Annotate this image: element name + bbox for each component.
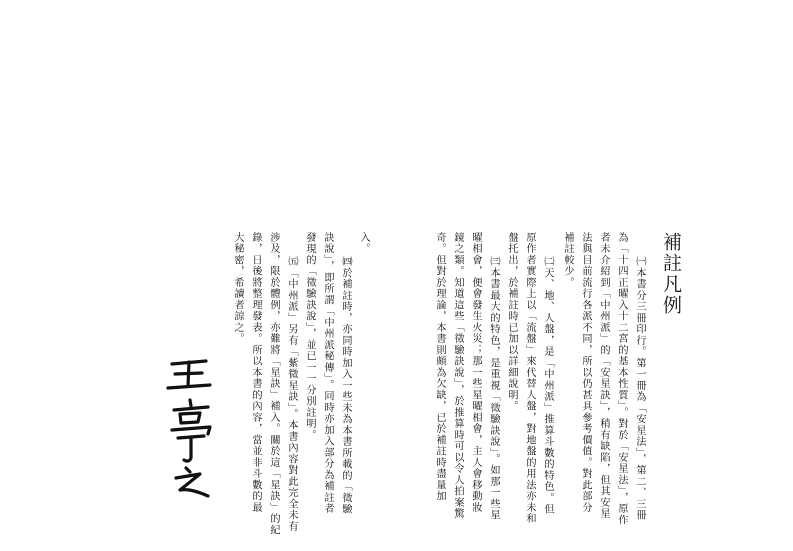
text-column: 曜相會，便會發生火災；那一些星曜相會，主人會移動妝 xyxy=(470,232,481,514)
text-column: ㈠本書分三冊印行。第一冊為「安星法」，第二、三冊 xyxy=(634,232,645,521)
text-column: 涉及，限於體例，亦難將「星訣」補入。關於這「星訣」的紀 xyxy=(268,232,279,536)
text-column: 盤托出，於補註時已加以詳細說明。 xyxy=(506,232,517,412)
text-column: 入。 xyxy=(358,232,369,255)
text-column: 補註較少。 xyxy=(562,232,573,289)
text-column: 法與目前流行各派不同，所以仍甚具參考價值。對此部分 xyxy=(580,232,591,514)
handwritten-signature xyxy=(160,350,220,500)
text-column: 大秘密，希讀者諒之。 xyxy=(232,232,243,345)
text-column: 為「十四正曜入十二宮的基本性質」。對於「安星法」，原作 xyxy=(616,232,627,526)
text-column: 訣說」，即所謂「中州派秘傳」。同時亦加入部分為補註者 xyxy=(322,232,333,515)
text-column: ㈡天、地、人盤，是「中州派」推算斗數的特色。但 xyxy=(542,232,553,515)
text-column: 錄，日後將整理發表。所以本書的內容，當並非斗數的最 xyxy=(250,232,261,514)
text-column: 者未介紹到「中州派」的「安星訣」，稍有缺陷，但其安星 xyxy=(598,232,609,520)
text-column: ㈢本書最大的特色，是重視「徵驗訣說」。如那一些星 xyxy=(488,232,499,521)
text-column: 發現的「徵驗訣說」，並已一一分別註明。 xyxy=(304,232,315,441)
text-column: ㈤「中州派」另有「紫微星訣」。本書內容對此完全未有 xyxy=(286,232,297,533)
text-column: 奇。但對於理論，本書則頗為欠缺，已於補註時盡量加 xyxy=(434,232,445,502)
text-column: 原作者實際上以「流盤」來代替人盤，對地盤的用法亦未和 xyxy=(524,232,535,525)
text-column: ㈣於補註時，亦同時加入一些未為本書所載的「徵驗 xyxy=(340,232,351,515)
page-title: 補註凡例 xyxy=(660,232,682,316)
text-column: 鏡之類。知道這些「徵驗訣說」，於推算時可以令人拍案驚 xyxy=(452,232,463,520)
